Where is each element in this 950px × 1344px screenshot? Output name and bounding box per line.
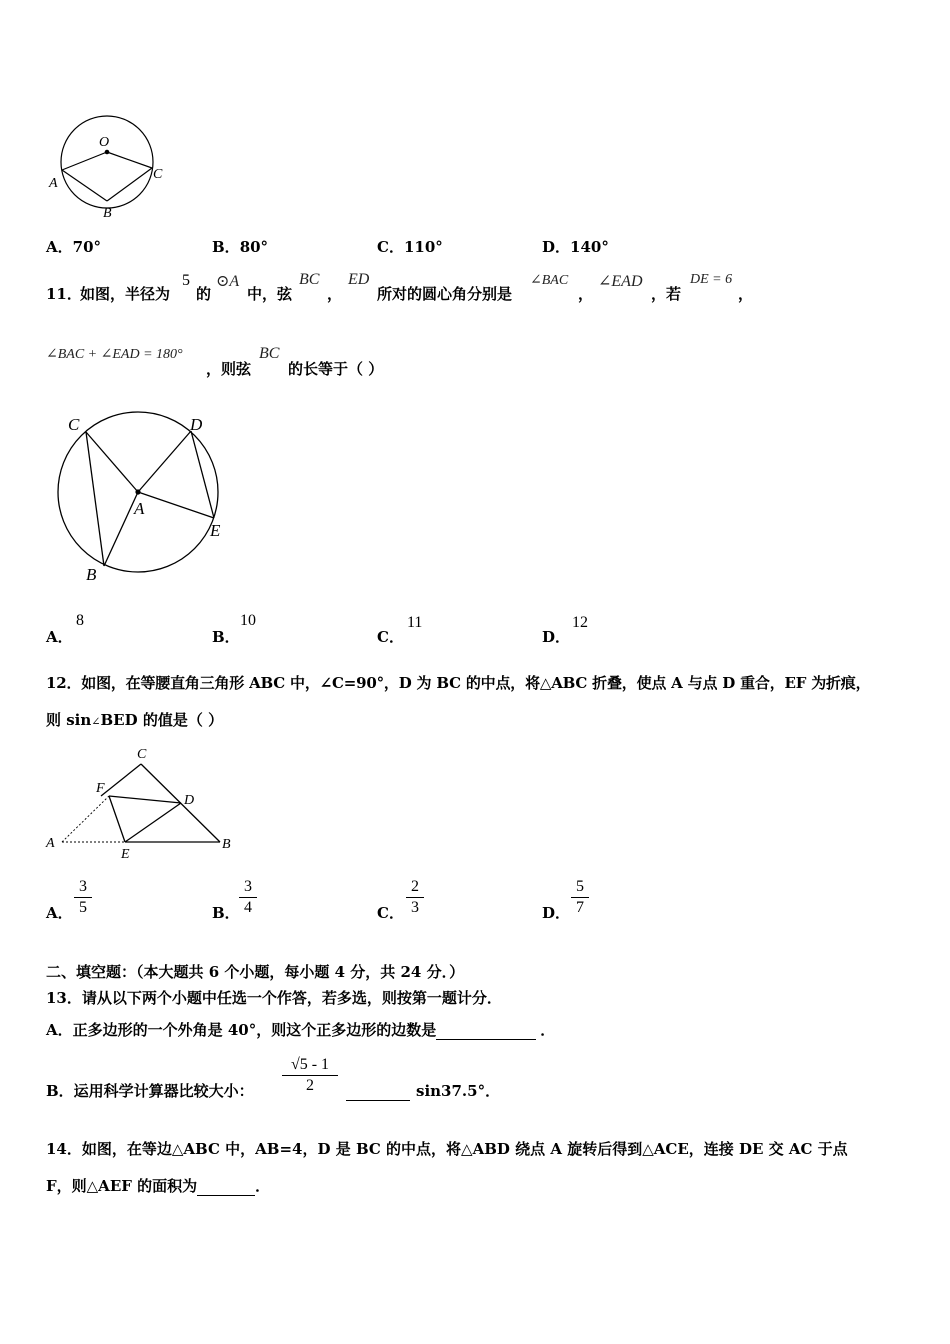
q11-condition: ∠BAC + ∠EAD = 180° — [46, 347, 183, 362]
q12-option-a-letter: A． — [46, 904, 73, 922]
q11-label-a: A — [134, 499, 145, 518]
q11-option-b-letter: B． — [212, 628, 240, 646]
q10-label-a: A — [49, 176, 58, 191]
q10-label-b: B — [103, 206, 112, 221]
q12-label-e: E — [121, 847, 130, 862]
q11-text-3: 中，弦 — [247, 285, 293, 303]
q11-comma-3: ， — [738, 285, 754, 303]
q11-text-6: ，则弦 — [206, 360, 252, 378]
q12-line-1: 12．如图，在等腰直角三角形 ABC 中，∠C=90°，D 为 BC 的中点，将△ABC 折叠，使点 A 与点 D 重合，EF 为折痕， — [46, 674, 871, 692]
q11-angle-ead: ∠EAD — [598, 273, 643, 290]
q11-chord-bc-2: BC — [259, 345, 280, 362]
q11-option-c-value: 11 — [407, 614, 423, 631]
q11-text-1: 如图，半径为 — [80, 285, 171, 303]
q11-text-2: 的 — [196, 285, 212, 303]
q10-figure — [45, 100, 175, 225]
q11-de-value: DE = 6 — [690, 272, 733, 287]
q11-text-4: 所对的圆心角分别是 — [377, 285, 513, 303]
q11-option-b-value: 10 — [240, 612, 256, 629]
q14-line-1: 14．如图，在等边△ABC 中，AB=4，D 是 BC 的中点，将△ABD 绕点 A 旋转后得到△ACE，连接 DE 交 AC 于点 — [46, 1140, 848, 1158]
q12-option-c-letter: C． — [377, 904, 404, 922]
q12-angle-symbol: ∠ — [91, 715, 101, 728]
q10-circle — [61, 116, 153, 208]
q12-option-d-letter: D． — [542, 904, 571, 922]
q11-label-e: E — [210, 521, 221, 540]
q11-option-d-value: 12 — [572, 614, 588, 631]
q11-text-5: ，若 — [651, 285, 682, 303]
q14-blank[interactable] — [197, 1179, 255, 1196]
q13-part-b-end: sin37.5°． — [346, 1080, 500, 1101]
q11-number: 11． — [46, 285, 82, 303]
q11-option-d-letter: D． — [542, 628, 571, 646]
q13-a-blank[interactable] — [436, 1023, 536, 1040]
q12-option-c-fraction: 2 3 — [406, 878, 424, 917]
q10-label-c: C — [153, 167, 163, 182]
q11-option-a-value: 8 — [76, 612, 84, 629]
q13-intro: 13．请从以下两个小题中任选一个作答，若多选，则按第一题计分． — [46, 989, 502, 1007]
q11-label-c: C — [68, 415, 80, 434]
q10-option-b: B．80° — [212, 238, 269, 256]
q11-text-7: 的长等于（ ） — [288, 360, 384, 378]
section-2-title: 二、填空题：（本大题共 6 个小题，每小题 4 分，共 24 分．） — [46, 963, 465, 981]
q11-label-d: D — [190, 415, 203, 434]
q11-chord-bc: BC — [299, 271, 320, 288]
q13-part-a: A．正多边形的一个外角是 40°，则这个正多边形的边数是 ． — [46, 1021, 556, 1039]
q11-comma-2: ， — [578, 285, 594, 303]
q11-option-a-letter: A． — [46, 628, 73, 646]
q14-line-2: F，则△AEF 的面积为 ． — [46, 1177, 271, 1195]
q12-option-d-fraction: 5 7 — [571, 878, 589, 917]
q10-label-o: O — [99, 135, 110, 150]
q12-label-b: B — [222, 837, 231, 852]
q11-circle-a: ⊙A — [216, 273, 240, 290]
q13-b-fraction: √5 - 1 2 — [282, 1056, 338, 1095]
q11-comma-1: ， — [327, 285, 343, 303]
q12-line-2: 则 sin∠BED 的值是（ ） — [46, 711, 224, 729]
q12-label-d: D — [184, 793, 195, 808]
q12-label-f: F — [96, 781, 105, 796]
q12-label-c: C — [137, 747, 147, 762]
q10-option-a: A．70° — [46, 238, 102, 256]
q12-option-a-fraction: 3 5 — [74, 878, 92, 917]
q10-option-c: C．110° — [377, 238, 443, 256]
q11-angle-bac: ∠BAC — [530, 273, 569, 288]
q13-part-b-text: B．运用科学计算器比较大小： — [46, 1082, 254, 1100]
q12-label-a: A — [46, 836, 55, 851]
q11-figure — [48, 408, 238, 588]
q11-radius: 5 — [182, 272, 190, 289]
q12-option-b-letter: B． — [212, 904, 240, 922]
q12-figure — [43, 742, 243, 862]
q10-option-d: D．140° — [542, 238, 609, 256]
q11-option-c-letter: C． — [377, 628, 404, 646]
q11-chord-ed: ED — [348, 271, 370, 288]
q12-option-b-fraction: 3 4 — [239, 878, 257, 917]
q13-b-blank[interactable] — [346, 1084, 410, 1101]
q11-label-b: B — [86, 565, 97, 584]
